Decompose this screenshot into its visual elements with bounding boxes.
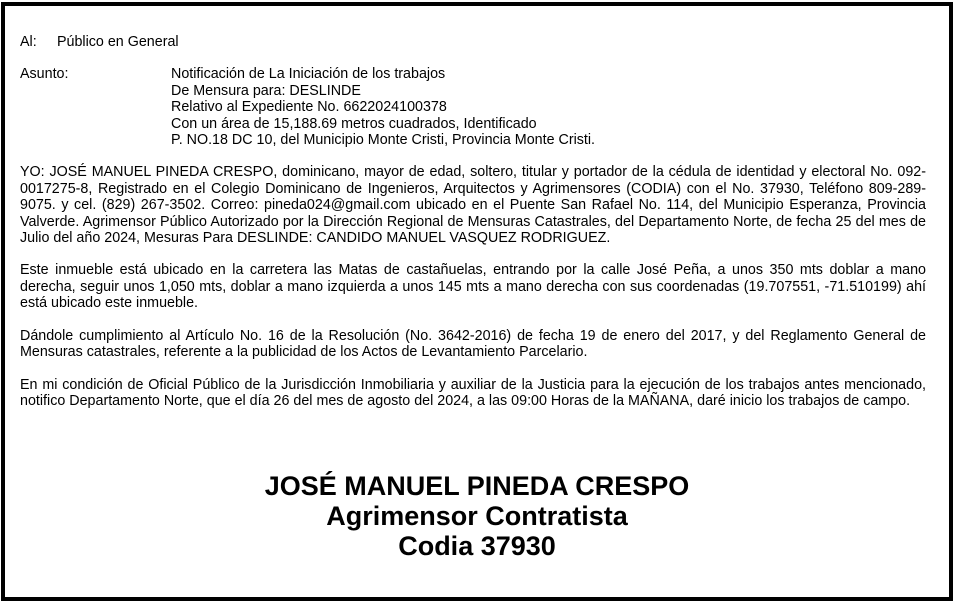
subject-line: P. NO.18 DC 10, del Municipio Monte Cristi, Provincia Monte Cristi. (171, 132, 596, 149)
subject-line: Relativo al Expediente No. 6622024100378 (171, 99, 447, 116)
recipient-label: Al: (20, 34, 37, 50)
declaration-paragraph: YO: JOSÉ MANUEL PINEDA CRESPO, dominicano, mayor de edad, soltero, titular y portador de la cédula de identidad y electoral No. 092-0017275-8, Registrado en el Colegio Dominicano de Ingenieros, Arquitectos y Agrimensores (CODIA) con el No. 37930, Teléfono 809-289-9075. y cel. (829) 267-3502. Correo: pineda024@gmail.com ubicado en el Puente San Rafael No. 114, del Municipio Esperanza, Provincia Valverde. Agrimensor Público Autorizado por la Dirección Regional de Mensuras Catastrales, del Departamento Norte, de fecha 25 del mes de Julio del año 2024, Mesuras Para DESLINDE: CANDIDO MANUEL VASQUEZ RODRIGUEZ. (20, 164, 926, 247)
signature-codia: Codia 37930 (398, 531, 556, 561)
recipient-line (20, 34, 926, 50)
subject-label: Asunto: (20, 66, 69, 83)
subject-line: Notificación de La Iniciación de los trabajos (171, 66, 446, 83)
subject-lines (171, 66, 595, 148)
location-paragraph: Este inmueble está ubicado en la carretera las Matas de castañuelas, entrando por la calle José Peña, a unos 350 mts doblar a mano derecha, seguir unos 1,050 mts, doblar a mano izquierda a unos 145 mts a mano derecha con sus coordenadas (19.707551, -71.510199) ahí está ubicado este inmueble. (20, 262, 926, 312)
signature-name: JOSÉ MANUEL PINEDA CRESPO (264, 471, 690, 501)
legal-basis-paragraph: Dándole cumplimiento al Artículo No. 16 de la Resolución (No. 3642-2016) de fecha 19 de enero del 2017, y del Reglamento General de Mensuras catastrales, referente a la publicidad de los Actos de Levantamiento Parcelario. (20, 327, 926, 361)
subject-line: Con un área de 15,188.69 metros cuadrados, Identificado (171, 115, 537, 132)
subject-line: De Mensura para: DESLINDE (171, 82, 361, 99)
recipient-value: Público en General (56, 34, 179, 50)
notification-paragraph: En mi condición de Oficial Público de la Jurisdicción Inmobiliaria y auxiliar de la Justicia para la ejecución de los trabajos antes mencionado, notifico Departamento Norte, que el día 26 del mes de agosto del 2024, a las 09:00 Horas de la MAÑANA, daré inicio los trabajos de campo. (20, 376, 926, 409)
notice-frame (1, 2, 953, 601)
signature-title: Agrimensor Contratista (326, 501, 628, 531)
signature-block (5, 471, 949, 561)
notice-content (20, 34, 926, 425)
subject-block (20, 66, 926, 148)
